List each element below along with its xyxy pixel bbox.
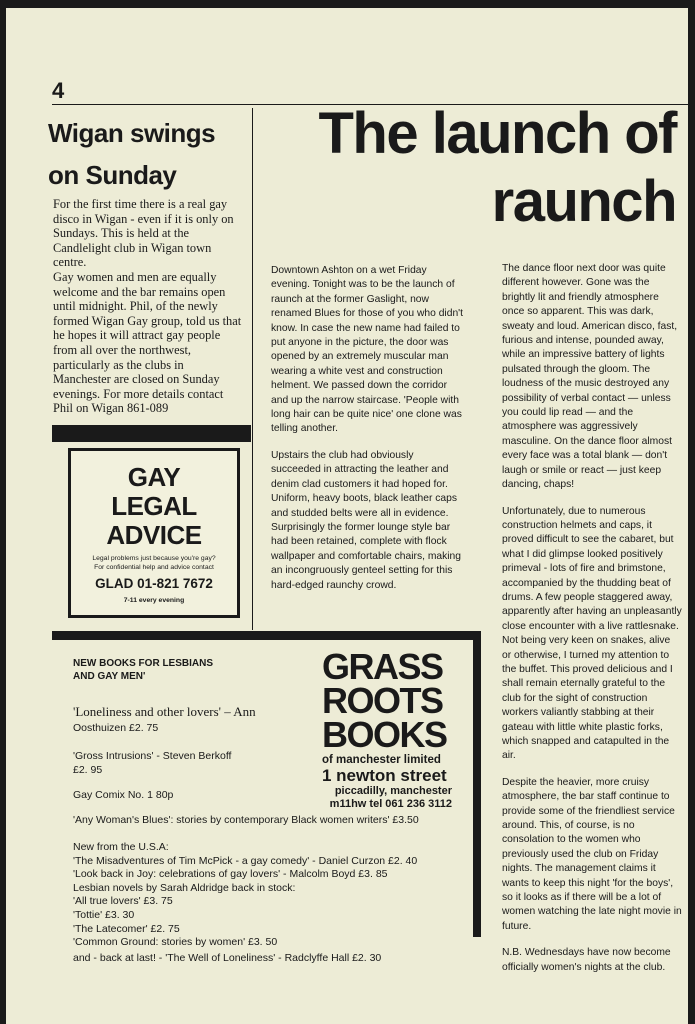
article-paragraph: Downtown Ashton on a wet Friday evening. Tonight was to be the launch of raunch at the former Gaslight, now renamed Blues for those of you who didn't know. In case the new name had failed to put anyone in the picture, the door was opened by an extremely muscular man wearing a white vest and construction helment. We passed down the corridor and up the narrow staircase. 'People with long hair can be quite nice' one clone was telling another. [271, 265, 464, 435]
wigan-article [53, 197, 243, 416]
books-heading: NEW BOOKS FOR LESBIANS AND GAY MEN' [73, 658, 214, 682]
book-item: 'Any Woman's Blues': stories by contemporary Black women writers' £3.50 [73, 814, 419, 826]
black-divider-bar [52, 425, 251, 442]
glad-tagline: Legal problems just because you're gay? For confidential help and advice contact [92, 555, 216, 571]
grassroots-subtitle: of manchester limited [322, 754, 441, 766]
page-number: 4 [52, 78, 65, 103]
launch-headline: The launch of raunch [318, 101, 676, 234]
magazine-page [6, 8, 688, 1024]
book-item: 'Loneliness and other lovers' – Ann Oosthuizen £2. 75 [73, 704, 256, 734]
ad-border-right [473, 631, 481, 937]
book-item: and - back at last! - 'The Well of Loneliness' - Radclyffe Hall £2. 30 [73, 952, 382, 964]
book-item: Gay Comix No. 1 80p [73, 789, 174, 801]
glad-phone: GLAD 01-821 7672 [95, 576, 213, 591]
grassroots-logo: GRASS ROOTS BOOKS of manchester limited 1 newton street piccadilly, manchester m11hw tel 061 236 3112 [322, 650, 462, 811]
article-paragraph: Unfortunately, due to numerous construction helmets and caps, it proved difficult to see the cabaret, but what I did glimpse looked positively primeval - lots of fire and brimstone, accompanied by the thudding beat of drums. A few people staggered away, apparently after having an unpleasantly close encounter with a live rattlesnake. Not being very keen on snakes, alive or otherwise, I turned my attention to the buffet. This proved delicious and I shall remain eternally grateful to the club for the sight of construction workers valiantly stabbing at their gateau with little white plastic forks, which snapped and catapulted in the air. [502, 505, 682, 762]
book-item: 'Gross Intrusions' - Steven Berkoff £2. 95 [73, 750, 232, 776]
article-paragraph: Upstairs the club had obviously succeeded in attracting the leather and denim clad customers it had hoped for. Uniform, heavy boots, black leather caps and studded belts were all in evidence. Surprisingly the former lounge style bar had been retained, complete with flock wallpaper and comfortable chairs, making an incongruously genteel setting for this hard-edged raunchy crowd. [271, 449, 462, 591]
article-paragraph: The dance floor next door was quite different however. Gone was the brightly lit and friendly atmosphere once so apparent. This was dark, sweaty and loud. American disco, fast, furious and intense, pounded away, while an impressive battery of lights pulsated through the gloom. The loudness of the music destroyed any possibility of verbal contact — unless you could lip read — and the atmosphere was aggressively masculine. On the dance floor almost every face was a total blank — don't laugh or smile or react — just keep dancing, chaps! [502, 263, 678, 491]
column-rule [252, 108, 253, 630]
ad-border-top [52, 631, 477, 640]
article-paragraph: Despite the heavier, more cruisy atmosphere, the bar staff continue to provide some of the friendliest service around. This, of course, is no consolation to the women who previously used the club on Friday nights. The management claims it wants to keep this night 'for the boys', so it looks as if there will be a lot of women watching the late night movie in future. [502, 776, 682, 932]
launch-column-right [502, 262, 682, 987]
wigan-paragraph: For the first time there is a real gay disco in Wigan - even if it is only on Sundays. This is held at the Candlelight club in Wigan town centre. [53, 197, 234, 270]
glad-advert [68, 448, 240, 618]
grassroots-tel: m11hw tel 061 236 3112 [329, 798, 452, 810]
glad-title: GAY LEGAL ADVICE [106, 462, 202, 550]
grassroots-street: 1 newton street [322, 766, 447, 785]
glad-hours: 7-11 every evening [123, 597, 185, 604]
grassroots-city: piccadilly, manchester [334, 785, 452, 797]
article-paragraph: N.B. Wednesdays have now become officially women's nights at the club. [502, 947, 671, 973]
usa-book-list: New from the U.S.A: 'The Misadventures of Tim McPick - a gay comedy' - Daniel Curzon £2. 40 'Look back in Joy: celebrations of gay lovers' - Malcolm Boyd £3. 85 Lesbian novels by Sarah Aldridge back in stock: 'All true lovers' £3. 75 'Tottie' £3. 30 'The Latecomer' £2. 75 'Common Ground: stories by women' £3. 50 [73, 841, 418, 949]
launch-column-middle [271, 264, 463, 605]
wigan-headline: Wigan swings on Sunday [48, 118, 216, 190]
wigan-paragraph: Gay women and men are equally welcome and the bar remains open until midnight. Phil, of the newly formed Wigan Gay group, told us that he hopes it will attract gay people from all over the northwest, particularly as the clubs in Manchester are closed on Sunday evenings. For more details contact Phil on Wigan 861-089 [53, 269, 242, 416]
